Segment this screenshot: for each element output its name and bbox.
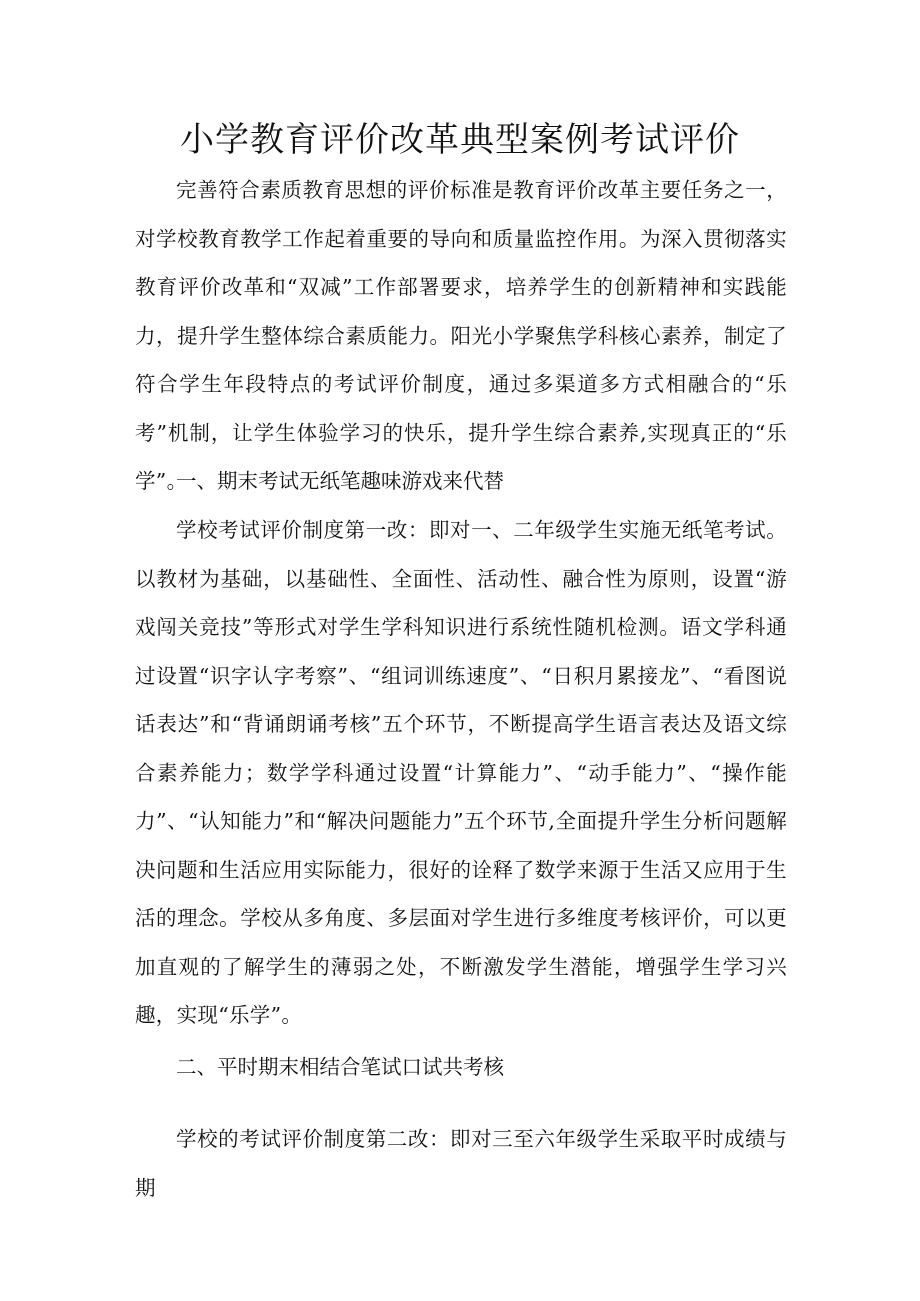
section-2-heading: 二、平时期末相结合笔试口试共考核 — [176, 1055, 504, 1079]
intro-paragraph: 完善符合素质教育思想的评价标准是教育评价改革主要任务之一，对学校教育教学工作起着重要的导向和质量监控作用。为深入贯彻落实教育评价改革和“双减”工作部署要求，培养学生的创新精神和实践能力，提升学生整体综合素质能力。阳光小学聚焦学科核心素养，制定了符合学生年段特点的考试评价制度，通过多渠道多方式相融合的“乐考”机制，让学生体验学习的快乐，提升学生综合素养,实现真正的“乐学”。 — [135, 178, 787, 493]
section-1-paragraph: 学校考试评价制度第一改：即对一、二年级学生实施无纸笔考试。以教材为基础，以基础性、全面性、活动性、融合性为原则，设置“游戏闯关竞技”等形式对学生学科知识进行系统性随机检测。语文学科通过设置“识字认字考察”、“组词训练速度”、“日积月累接龙”、“看图说话表达”和“背诵朗诵考核”五个环节，不断提高学生语言表达及语文综合素养能力；数学学科通过设置“计算能力”、“动手能力”、“操作能力”、“认知能力”和“解决问题能力”五个环节,全面提升学生分析问题解决问题和生活应用实际能力，很好的诠释了数学来源于生活又应用于生活的理念。学校从多角度、多层面对学生进行多维度考核评价，可以更加直观的了解学生的薄弱之处，不断激发学生潜能，增强学生学习兴趣，实现“乐学”。 — [135, 518, 787, 1027]
section-2-paragraph: 学校的考试评价制度第二改：即对三至六年级学生采取平时成绩与期 — [135, 1127, 787, 1200]
section-1-heading: 一、期末考试无纸笔趣味游戏来代替 — [176, 469, 504, 493]
document-title: 小学教育评价改革典型案例考试评价 — [180, 120, 740, 160]
